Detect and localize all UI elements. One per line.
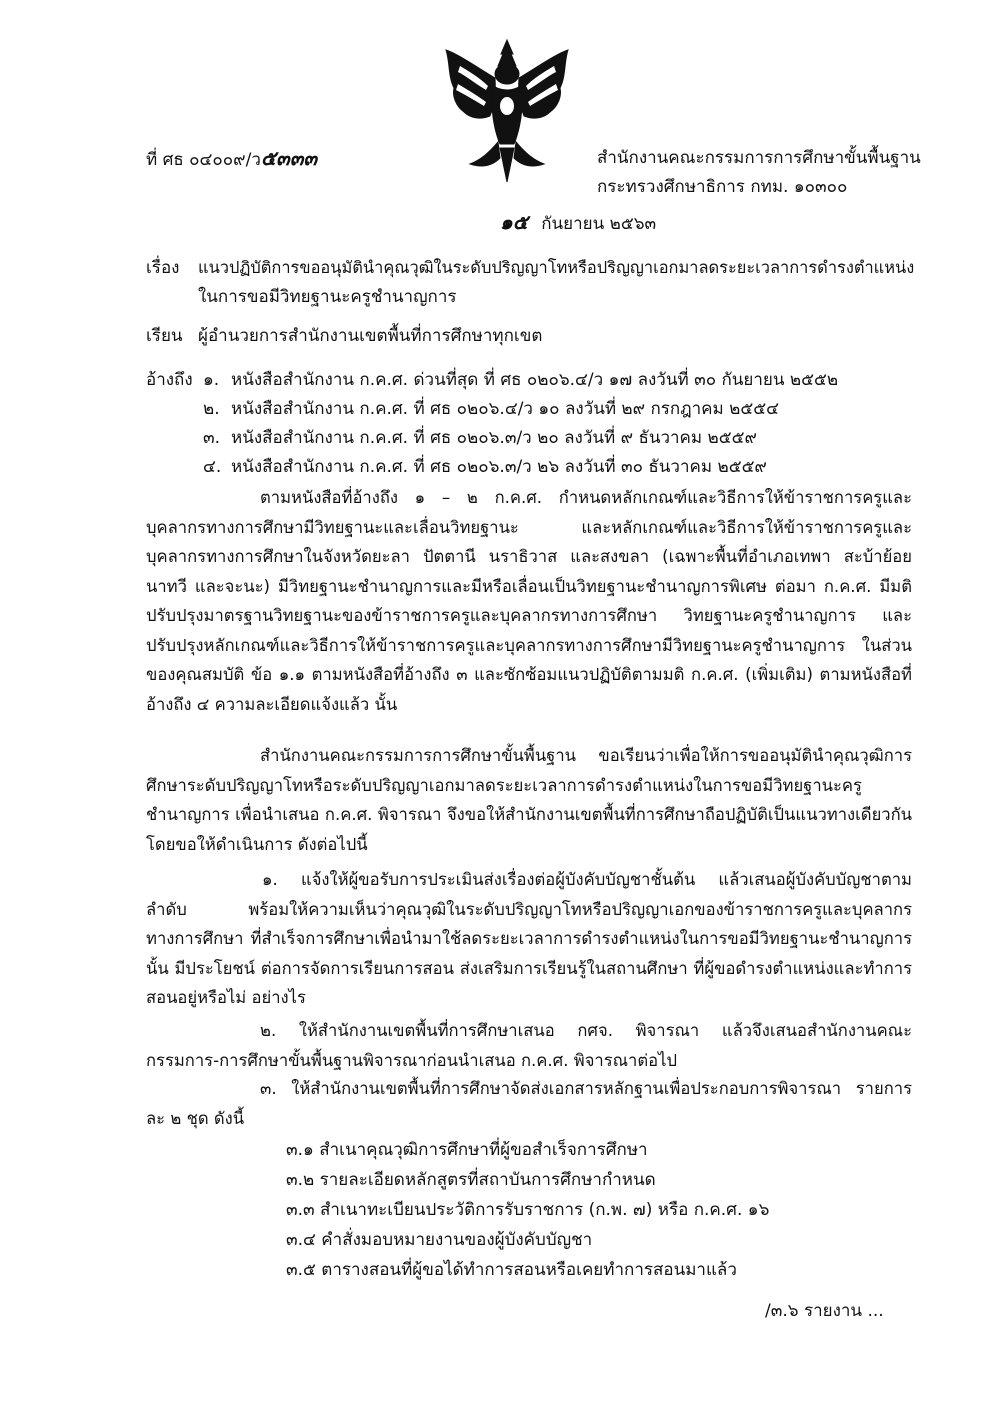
subitem-3-3: ๓.๓ สำเนาทะเบียนประวัติการรับราชการ (ก.พ. ๗) หรือ ก.ค.ศ. ๑๖ bbox=[286, 1200, 770, 1220]
document-number-label: ที่ ศธ ๐๔๐๐๙/ว bbox=[146, 150, 261, 170]
reference-text: หนังสือสำนักงาน ก.ค.ศ. ที่ ศธ ๐๒๐๖.๔/ว ๑๐ ลงวันที่ ๒๙ กรกฎาคม ๒๕๕๔ bbox=[231, 399, 779, 419]
recipient-label: เรียน bbox=[146, 326, 183, 346]
reference-number: ๒. bbox=[203, 399, 220, 419]
body-item-1: ๑. แจ้งให้ผู้ขอรับการประเมินส่งเรื่องต่อผู้บังคับบัญชาชั้นต้น แล้วเสนอผู้บังคับบัญชาตามลำดับ พร้อมให้ความเห็นว่าคุณวุฒิในระดับปริญญาโทหรือปริญญาเอกของข้าราชการครูและบุคลากรทางการศึกษา ที่สำเร็จการศึกษาเพื่อนำมาใช้ลดระยะเวลาการดำรงตำแหน่งในการขอมีวิทยฐานะชำนาญการนั้น มีประโยชน์ ต่อการจัดการเรียนการสอน ส่งเสริมการเรียนรู้ในสถานศึกษา ที่ผู้ขอดำรงตำแหน่งและทำการสอนอยู่หรือไม่ อย่างไร bbox=[146, 870, 912, 1007]
document-number-handwritten: ๕๓๓๓ bbox=[260, 146, 318, 170]
subitem-3-1: ๓.๑ สำเนาคุณวุฒิการศึกษาที่ผู้ขอสำเร็จการศึกษา bbox=[286, 1140, 648, 1160]
body-paragraph-1: ตามหนังสือที่อ้างถึง ๑ – ๒ ก.ค.ศ. กำหนดหลักเกณฑ์และวิธีการให้ข้าราชการครูและบุคลากรทางการศึกษามีวิทยฐานะและเลื่อนวิทยฐานะ และหลักเกณฑ์และวิธีการให้ข้าราชการครูและบุคลากรทางการศึกษาในจังหวัดยะลา ปัตตานี นราธิวาส และสงขลา (เฉพาะพื้นที่อำเภอเทพา สะบ้าย้อย นาทวี และจะนะ) มีวิทยฐานะชำนาญการและมีหรือเลื่อนเป็นวิทยฐานะชำนาญการพิเศษ ต่อมา ก.ค.ศ. มีมติปรับปรุงมาตรฐานวิทยฐานะของข้าราชการครูและบุคลากรทางการศึกษา วิทยฐานะครูชำนาญการ และปรับปรุงหลักเกณฑ์และวิธีการให้ข้าราชการครูและบุคลากรทางการศึกษามีวิทยฐานะครูชำนาญการ ในส่วนของคุณสมบัติ ข้อ ๑.๑ ตามหนังสือที่อ้างถึง ๓ และซักซ้อมแนวปฏิบัติตามมติ ก.ค.ศ. (เพิ่มเติม) ตามหนังสือที่อ้างถึง ๔ ความละเอียดแจ้งแล้ว นั้น bbox=[146, 488, 912, 714]
date-day-handwritten: ๑๕ bbox=[500, 210, 528, 234]
document-date bbox=[500, 212, 656, 234]
reference-text: หนังสือสำนักงาน ก.ค.ศ. ที่ ศธ ๐๒๐๖.๓/ว ๒๐ ลงวันที่ ๙ ธันวาคม ๒๕๕๙ bbox=[231, 428, 757, 448]
agency-name: สำนักงานคณะกรรมการการศึกษาขั้นพื้นฐาน bbox=[597, 148, 921, 168]
subject-line-1: แนวปฏิบัติการขออนุมัตินำคุณวุฒิในระดับปริญญาโทหรือปริญญาเอกมาลดระยะเวลาการดำรงตำแหน่ง bbox=[198, 258, 915, 277]
subject-line-2: ในการขอมีวิทยฐานะครูชำนาญการ bbox=[198, 287, 457, 307]
body-paragraph-2: สำนักงานคณะกรรมการการศึกษาขั้นพื้นฐาน ขอเรียนว่าเพื่อให้การขออนุมัตินำคุณวุฒิการศึกษาระดับปริญญาโทหรือระดับปริญญาเอกมาลดระยะเวลาการดำรงตำแหน่งในการขอมีวิทยฐานะครูชำนาญการ เพื่อนำเสนอ ก.ค.ศ. พิจารณา จึงขอให้สำนักงานเขตพื้นที่การศึกษาถือปฏิบัติเป็นแนวทางเดียวกัน โดยขอให้ดำเนินการ ดังต่อไปนี้ bbox=[146, 746, 912, 854]
subitem-3-5: ๓.๕ ตารางสอนที่ผู้ขอได้ทำการสอนหรือเคยทำการสอนมาแล้ว bbox=[286, 1260, 737, 1280]
body-item-3: ๓. ให้สำนักงานเขตพื้นที่การศึกษาจัดส่งเอกสารหลักฐานเพื่อประกอบการพิจารณา รายการละ ๒ ชุด ดังนี้ bbox=[146, 1079, 912, 1128]
reference-number: ๓. bbox=[203, 428, 221, 448]
reference-number: ๑. bbox=[203, 370, 220, 390]
date-month-year: กันยายน ๒๕๖๓ bbox=[541, 214, 657, 234]
reference-item bbox=[203, 370, 838, 390]
reference-text: หนังสือสำนักงาน ก.ค.ศ. ที่ ศธ ๐๒๐๖.๓/ว ๒๖ ลงวันที่ ๓๐ ธันวาคม ๒๕๕๙ bbox=[231, 457, 767, 477]
agency-address: กระทรวงศึกษาธิการ กทม. ๑๐๓๐๐ bbox=[597, 177, 848, 197]
reference-item bbox=[203, 399, 779, 419]
reference-number: ๔. bbox=[203, 457, 222, 477]
reference-item bbox=[203, 457, 767, 477]
reference-item bbox=[203, 428, 757, 448]
subitem-3-2: ๓.๒ รายละเอียดหลักสูตรที่สถาบันการศึกษากำหนด bbox=[286, 1170, 656, 1190]
references-label: อ้างถึง bbox=[146, 370, 193, 390]
document-number bbox=[146, 148, 317, 170]
reference-text: หนังสือสำนักงาน ก.ค.ศ. ด่วนที่สุด ที่ ศธ ๐๒๐๖.๔/ว ๑๗ ลงวันที่ ๓๐ กันยายน ๒๕๕๒ bbox=[231, 370, 839, 390]
subitem-3-4: ๓.๔ คำสั่งมอบหมายงานของผู้บังคับบัญชา bbox=[286, 1230, 593, 1250]
continuation-marker: /๓.๖ รายงาน ... bbox=[765, 1301, 884, 1321]
garuda-emblem-icon bbox=[440, 36, 574, 186]
recipient-text: ผู้อำนวยการสำนักงานเขตพื้นที่การศึกษาทุกเขต bbox=[198, 326, 543, 346]
body-item-2: ๒. ให้สำนักงานเขตพื้นที่การศึกษาเสนอ กศจ. พิจารณา แล้วจึงเสนอสำนักงานคณะกรรมการ-การศึกษาขั้นพื้นฐานพิจารณาก่อนนำเสนอ ก.ค.ศ. พิจารณาต่อไป bbox=[146, 1021, 912, 1070]
subject-label: เรื่อง bbox=[146, 258, 180, 278]
